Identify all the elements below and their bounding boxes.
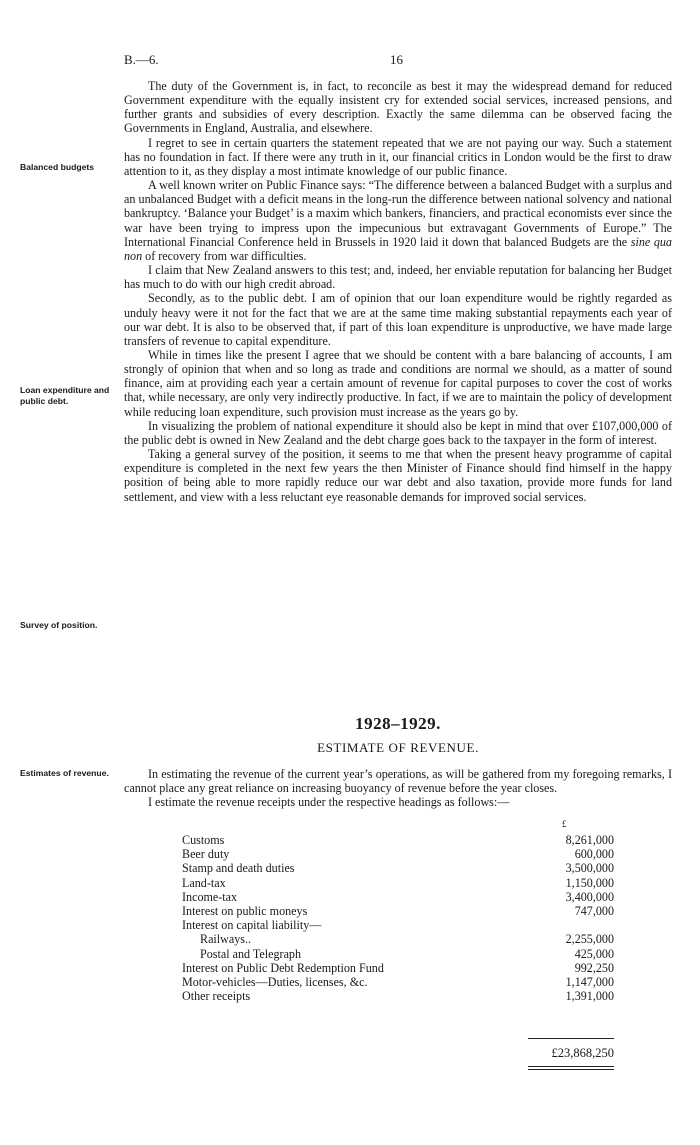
row-label: Land-tax — [182, 875, 226, 890]
row-label: Customs — [182, 833, 225, 847]
table-row — [182, 847, 614, 861]
body-text-lower — [124, 767, 672, 809]
paragraph: In estimating the revenue of the current year’s operations, as will be gathered from my foregoing remarks, I cannot place any great reliance on increasing buoyancy of revenue before the year closes. — [124, 767, 672, 796]
paragraph-text: of recovery from war difficulties. — [142, 248, 307, 263]
row-amount: 1,150,000 — [565, 875, 614, 890]
paragraph: The duty of the Government is, in fact, to reconcile as best it may the widespread demand for reduced Government expenditure with the equally insistent cry for extended social services, increased pensions, and further grants and subsidies of every description. Exactly the same dilemma can be observed facing the Governments in England, Australia, and elsewhere. — [124, 79, 672, 136]
margin-note-survey-of-position: Survey of position. — [20, 620, 98, 630]
row-amount: 747,000 — [574, 903, 614, 918]
table-row — [182, 833, 614, 847]
double-rule-bottom — [528, 1069, 614, 1070]
paragraph — [124, 178, 672, 263]
table-row — [182, 918, 614, 932]
row-label: Motor-vehicles—Duties, licenses, &c. — [182, 974, 368, 989]
paragraph: I regret to see in certain quarters the statement repeated that we are not paying our way. Such a statement has no foundation in fact. If there were any truth in it, our financial critics in London would be the first to draw attention to it, as they display a most intimate knowledge of our public finance. — [124, 135, 672, 178]
row-label: Postal and Telegraph — [200, 946, 302, 961]
row-amount: 2,255,000 — [565, 932, 614, 947]
table-row — [182, 989, 614, 1003]
double-rule-top — [528, 1066, 614, 1067]
paragraph: Secondly, as to the public debt. I am of opinion that our loan expenditure would be rightly regarded as unduly heavy were it not for the fact that we are at the same time making substantial repayments each year of our war debt. It is also to be observed that, if part of this loan expenditure is unproductive, we have made large transfers of revenue to capital expenditure. — [124, 291, 672, 348]
body-text-upper — [124, 79, 672, 504]
revenue-total: £23,868,250 — [551, 1046, 614, 1060]
row-amount: 3,400,000 — [565, 889, 614, 904]
paragraph: Taking a general survey of the position, it seems to me that when the present heavy programme of capital expenditure is completed in the next few years the then Minister of Finance should find himself in the happy position of being able to more rapidly reduce our war debt and also taxation, provide more funds for land settlement, and view with a less reluctant eye reasonable demands for improved social services. — [124, 447, 672, 504]
revenue-table — [182, 833, 614, 1003]
margin-note-loan-expenditure: Loan expenditure and public debt. — [20, 385, 110, 406]
section-year-heading: 1928–1929. — [355, 714, 441, 733]
latin-phrase: sine qua non — [124, 234, 672, 263]
row-amount: 3,500,000 — [565, 861, 614, 876]
row-amount: 8,261,000 — [565, 833, 614, 847]
row-label: Interest on Public Debt Redemption Fund — [182, 960, 384, 975]
row-amount: 600,000 — [574, 847, 614, 862]
table-row — [182, 890, 614, 904]
row-label: Other receipts — [182, 989, 251, 1004]
table-row — [182, 861, 614, 875]
table-row — [182, 961, 614, 975]
table-row — [182, 876, 614, 890]
table-row — [182, 975, 614, 989]
table-row — [182, 932, 614, 946]
margin-note-balanced-budgets: Balanced budgets — [20, 162, 95, 172]
paragraph: In visualizing the problem of national expenditure it should also be kept in mind that over £107,000,000 of the public debt is owned in New Zealand and the debt charge goes back to the taxpayer in the form of interest. — [124, 418, 672, 447]
row-amount: 425,000 — [574, 946, 614, 961]
paragraph: While in times like the present I agree that we should be content with a bare balancing of accounts, I am strongly of opinion that when and so long as trade and conditions are normal we should, as a matter of sound finance, aim at providing each year a certain amount of revenue for capital purposes to cover the cost of works that, while necessary, are only very indirectly productive. In fact, if we are to maintain the policy of development while reducing loan expenditure, such provision must increase as the years go by. — [124, 347, 672, 419]
row-label: Interest on capital liability— — [182, 918, 322, 933]
row-label: Stamp and death duties — [182, 861, 295, 876]
document-reference: B.—6. — [124, 52, 159, 67]
section-estimate-heading: ESTIMATE OF REVENUE. — [317, 740, 479, 755]
total-rule — [528, 1038, 614, 1039]
row-label: Income-tax — [182, 889, 238, 904]
row-amount: 1,391,000 — [565, 989, 614, 1004]
paragraph: I estimate the revenue receipts under the respective headings as follows:— — [148, 795, 510, 810]
currency-symbol: £ — [562, 819, 567, 829]
table-row — [182, 904, 614, 918]
row-amount: 992,250 — [574, 960, 614, 975]
page-number: 16 — [390, 52, 403, 67]
row-amount: 1,147,000 — [565, 974, 614, 989]
margin-note-estimates-of-revenue: Estimates of revenue. — [20, 768, 109, 778]
row-label: Beer duty — [182, 847, 230, 862]
row-label: Railways.. — [200, 932, 252, 947]
table-row — [182, 947, 614, 961]
paragraph: I claim that New Zealand answers to this test; and, indeed, her enviable reputation for balancing her Budget has much to do with our high credit abroad. — [124, 263, 672, 292]
row-label: Interest on public moneys — [182, 903, 308, 918]
paragraph-text: A well known writer on Public Finance says: “The difference between a balanced Budget with a surplus and an unbalanced Budget with a deficit means in the long-run the difference between national solvency and national bankruptcy. ‘Balance your Budget’ is a maxim which bankers, financiers, and practical economists ever since the war have been trying to impress upon the impecunious but extravagant Governments of Europe.” The International Financial Conference held in Brussels in 1920 laid it down that balanced Budgets are the — [124, 178, 672, 249]
